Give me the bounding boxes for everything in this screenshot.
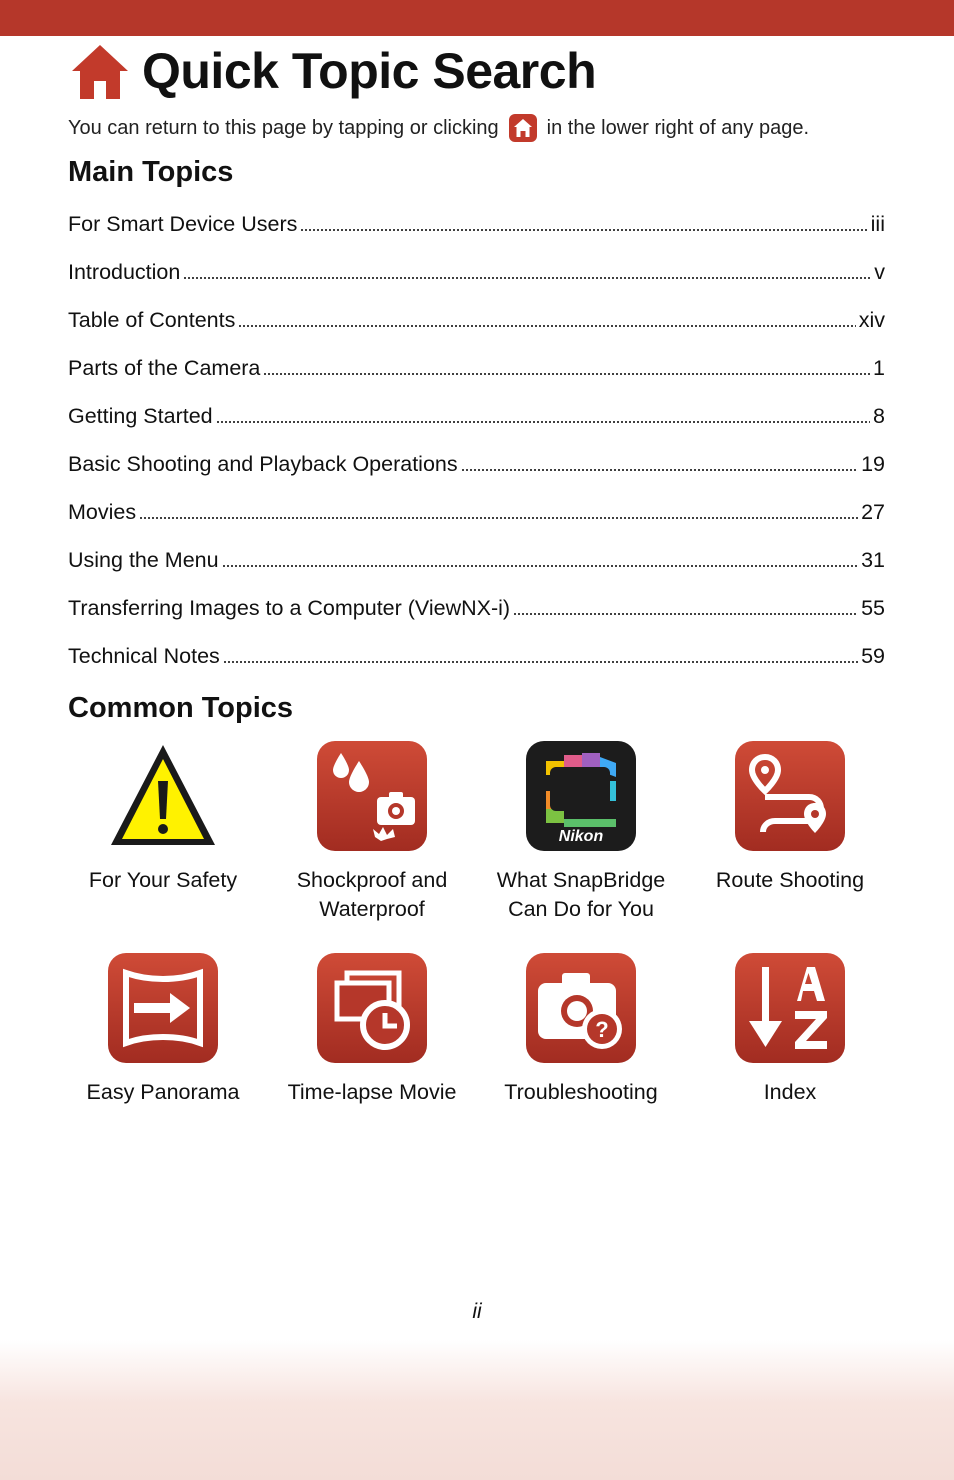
toc-label: Technical Notes bbox=[68, 643, 220, 668]
toc-label: Movies bbox=[68, 499, 137, 524]
topic-caption bbox=[267, 866, 477, 924]
toc-page: 1 bbox=[873, 355, 885, 380]
toc-item[interactable] bbox=[68, 632, 885, 680]
toc-label: Parts of the Camera bbox=[68, 355, 261, 380]
topic-caption-line1: Index bbox=[763, 1080, 817, 1104]
leader-dots bbox=[139, 504, 858, 520]
toc-label: For Smart Device Users bbox=[68, 211, 298, 236]
warning-icon bbox=[108, 741, 218, 851]
toc-page: 19 bbox=[861, 451, 885, 476]
page-title: Quick Topic Search bbox=[142, 43, 597, 99]
topic-caption bbox=[685, 1078, 895, 1107]
nikon-logo-text: Nikon bbox=[558, 828, 604, 845]
main-topics-list bbox=[68, 200, 885, 680]
topic-caption-line2: Can Do for You bbox=[508, 897, 654, 921]
topic-caption-line1: What SnapBridge bbox=[496, 868, 666, 892]
topic-caption bbox=[685, 866, 895, 895]
leader-dots bbox=[223, 648, 858, 664]
toc-page: 31 bbox=[861, 547, 885, 572]
toc-item[interactable] bbox=[68, 200, 885, 248]
topic-caption-line1: Shockproof and bbox=[296, 868, 448, 892]
title-row bbox=[70, 40, 596, 102]
topic-troubleshooting[interactable] bbox=[476, 953, 686, 1107]
topic-caption-line1: Troubleshooting bbox=[504, 1080, 658, 1104]
intro-text bbox=[68, 112, 908, 144]
topic-caption-line1: Time-lapse Movie bbox=[287, 1080, 457, 1104]
topic-route-shooting[interactable] bbox=[685, 741, 895, 895]
index-az-icon bbox=[735, 953, 845, 1063]
topic-for-your-safety[interactable] bbox=[58, 741, 268, 895]
home-icon bbox=[70, 41, 130, 101]
common-topics-heading: Common Topics bbox=[68, 692, 294, 724]
leader-dots bbox=[238, 312, 855, 328]
leader-dots bbox=[222, 552, 858, 568]
question-mark-glyph: ? bbox=[595, 1017, 609, 1042]
topic-easy-panorama[interactable] bbox=[58, 953, 268, 1107]
toc-page: xiv bbox=[858, 307, 885, 332]
leader-dots bbox=[183, 264, 871, 280]
route-icon bbox=[735, 741, 845, 851]
topic-caption bbox=[476, 1078, 686, 1107]
toc-item[interactable] bbox=[68, 440, 885, 488]
main-topics-heading: Main Topics bbox=[68, 156, 234, 188]
bottom-gradient bbox=[0, 1340, 954, 1480]
topic-caption-line1: For Your Safety bbox=[88, 868, 238, 892]
toc-label: Table of Contents bbox=[68, 307, 236, 332]
toc-label: Getting Started bbox=[68, 403, 213, 428]
topic-caption bbox=[267, 1078, 477, 1107]
page-number: ii bbox=[472, 1300, 482, 1323]
topic-caption-line1: Route Shooting bbox=[715, 868, 865, 892]
toc-label: Basic Shooting and Playback Operations bbox=[68, 451, 458, 476]
topic-caption-line2: Waterproof bbox=[319, 897, 425, 921]
troubleshooting-icon bbox=[526, 953, 636, 1063]
toc-item[interactable] bbox=[68, 344, 885, 392]
leader-dots bbox=[216, 408, 870, 424]
toc-item[interactable] bbox=[68, 392, 885, 440]
top-accent-bar bbox=[0, 0, 954, 36]
intro-text-before: You can return to this page by tapping or clicking bbox=[68, 116, 499, 139]
leader-dots bbox=[461, 456, 858, 472]
shockproof-waterproof-icon bbox=[317, 741, 427, 851]
home-button-icon bbox=[509, 114, 537, 142]
toc-label: Introduction bbox=[68, 259, 181, 284]
toc-label: Using the Menu bbox=[68, 547, 219, 572]
toc-page: 55 bbox=[861, 595, 885, 620]
topic-time-lapse-movie[interactable] bbox=[267, 953, 477, 1107]
toc-item[interactable] bbox=[68, 248, 885, 296]
toc-page: iii bbox=[870, 211, 885, 236]
toc-item[interactable] bbox=[68, 536, 885, 584]
leader-dots bbox=[263, 360, 870, 376]
leader-dots bbox=[300, 216, 867, 232]
topic-snapbridge[interactable] bbox=[476, 741, 686, 924]
toc-item[interactable] bbox=[68, 488, 885, 536]
toc-page: 8 bbox=[873, 403, 885, 428]
topic-caption bbox=[58, 1078, 268, 1107]
leader-dots bbox=[513, 600, 858, 616]
panorama-icon bbox=[108, 953, 218, 1063]
toc-item[interactable] bbox=[68, 296, 885, 344]
topic-shockproof-waterproof[interactable] bbox=[267, 741, 477, 924]
toc-page: v bbox=[874, 259, 885, 284]
toc-page: 27 bbox=[861, 499, 885, 524]
topic-caption bbox=[476, 866, 686, 924]
intro-text-after: in the lower right of any page. bbox=[546, 116, 810, 139]
topic-caption bbox=[58, 866, 268, 895]
toc-label: Transferring Images to a Computer (ViewNX-i) bbox=[68, 595, 511, 620]
toc-item[interactable] bbox=[68, 584, 885, 632]
snapbridge-icon bbox=[526, 741, 636, 851]
timelapse-icon bbox=[317, 953, 427, 1063]
topic-caption-line1: Easy Panorama bbox=[86, 1080, 240, 1104]
toc-page: 59 bbox=[861, 643, 885, 668]
topic-index[interactable] bbox=[685, 953, 895, 1107]
